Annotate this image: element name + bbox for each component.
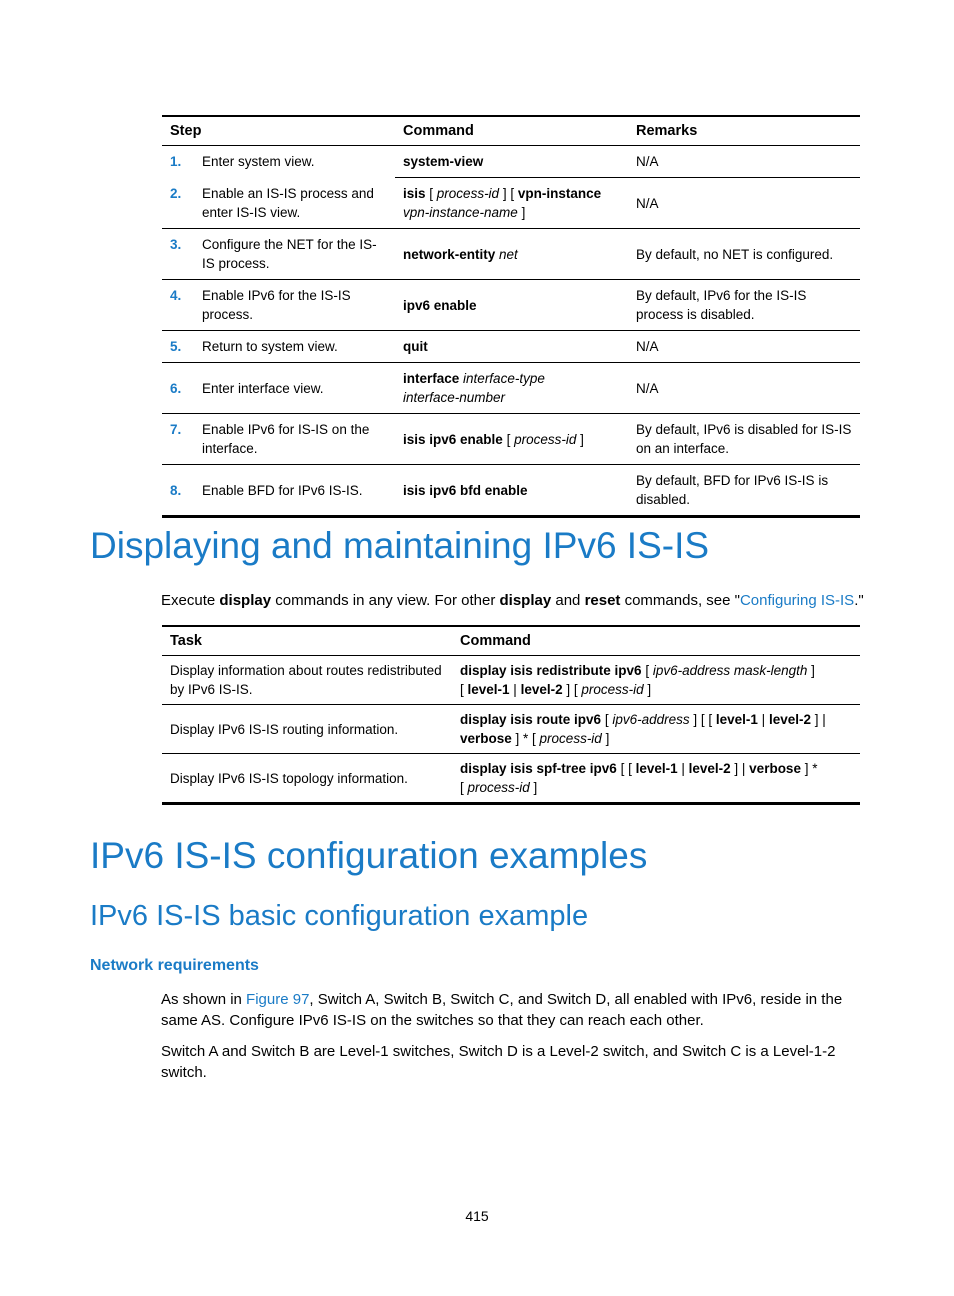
step-text: Enter system view.	[202, 154, 315, 169]
table-row	[162, 754, 860, 804]
command-text: ] *	[800, 761, 818, 776]
step-text: Enable an IS-IS process and enter IS-IS view.	[202, 185, 374, 220]
display-intro-paragraph	[161, 590, 866, 611]
header-task: Task	[162, 626, 452, 656]
step-number: 1.	[170, 154, 182, 169]
command-keyword: verbose	[460, 731, 512, 746]
remarks-cell: By default, BFD for IPv6 IS-IS is disabled.	[628, 465, 860, 517]
command-cell	[395, 229, 628, 280]
command-cell	[395, 178, 628, 229]
step-text: Enable BFD for IPv6 IS-IS.	[202, 482, 363, 498]
intro-text: Execute	[161, 592, 220, 609]
command-keyword: display isis redistribute ipv6	[460, 663, 642, 678]
intro-keyword: display	[499, 592, 552, 609]
step-text: Enable IPv6 for IS-IS on the interface.	[202, 422, 370, 456]
task-table-header	[162, 626, 860, 656]
remarks-cell: N/A	[628, 331, 860, 363]
remarks-cell: By default, no NET is configured.	[628, 229, 860, 280]
section-heading-display: Displaying and maintaining IPv6 IS-IS	[90, 525, 710, 566]
intro-keyword: reset	[584, 592, 621, 609]
command-arg: ipv6-address mask-length	[652, 663, 808, 678]
command-cell	[395, 280, 628, 331]
command-text: [	[460, 682, 468, 697]
step-number: 6.	[170, 380, 182, 396]
step-cell	[162, 465, 395, 517]
command-keyword: interface	[403, 371, 460, 386]
table-row	[162, 705, 860, 754]
requirements-paragraph-2: Switch A and Switch B are Level-1 switches, Switch D is a Level-2 switch, and Switch C is a Level-1-2 switch.	[161, 1043, 836, 1081]
table-row	[162, 280, 860, 331]
command-text: ]	[576, 431, 584, 447]
step-cell	[162, 280, 395, 331]
step-text: Configure the NET for the IS-IS process.	[202, 237, 377, 271]
command-cell	[452, 754, 860, 804]
task-cell: Display information about routes redistributed by IPv6 IS-IS.	[162, 656, 452, 705]
intro-keyword: display	[219, 592, 272, 609]
command-arg: interface-type	[463, 371, 545, 386]
command-cell	[395, 363, 628, 414]
command-text: ]	[517, 205, 526, 220]
command-arg: ipv6-address	[612, 712, 690, 727]
remarks-cell: N/A	[628, 363, 860, 414]
command-text: |	[757, 712, 769, 727]
task-cell: Display IPv6 IS-IS routing information.	[162, 705, 452, 754]
command-text: ] [ [	[689, 712, 716, 727]
command-keyword: isis ipv6 enable	[403, 431, 503, 447]
remarks-cell: By default, IPv6 is disabled for IS-IS on an interface.	[628, 414, 860, 465]
command-cell	[395, 414, 628, 465]
configuring-isis-link[interactable]: Configuring IS-IS	[739, 592, 855, 609]
command-text: ] |	[810, 712, 826, 727]
remarks-cell: N/A	[628, 146, 860, 178]
command-keyword: quit	[403, 339, 428, 354]
command-arg: interface-number	[403, 390, 506, 405]
step-text: Enable IPv6 for the IS-IS process.	[202, 288, 351, 322]
command-cell	[452, 656, 860, 705]
command-keyword: isis	[403, 186, 426, 201]
command-text: [	[460, 780, 468, 795]
command-cell	[395, 331, 628, 363]
step-number: 5.	[170, 339, 182, 354]
step-number: 2.	[170, 185, 182, 201]
command-text: ] [	[499, 186, 518, 201]
command-keyword: level-1	[635, 761, 678, 776]
table-row	[162, 656, 860, 705]
step-table	[162, 115, 860, 518]
command-keyword: level-2	[768, 712, 811, 727]
para-text: , Switch A, Switch B, Switch C, and Switch D, all enabled with IPv6, reside in the same AS. Configure IPv6 IS-IS on the switches so that they can reach each other.	[161, 991, 843, 1029]
step-table-header	[162, 116, 860, 146]
remarks-cell: By default, IPv6 for the IS-IS process is disabled.	[628, 280, 860, 331]
header-command: Command	[452, 626, 860, 656]
figure-97-link[interactable]: Figure 97	[246, 991, 310, 1008]
command-keyword: display isis route ipv6	[460, 712, 602, 727]
command-keyword: vpn-instance	[517, 186, 602, 201]
header-step: Step	[162, 116, 395, 146]
command-text: ] [	[562, 682, 582, 697]
command-text: [	[641, 663, 653, 678]
command-arg: net	[499, 246, 518, 262]
intro-text: ."	[854, 592, 864, 609]
command-text: ]	[601, 731, 610, 746]
step-number: 7.	[170, 422, 182, 437]
network-requirements-heading: Network requirements	[90, 957, 259, 974]
header-command: Command	[395, 116, 628, 146]
command-arg: process-id	[467, 780, 530, 795]
step-cell	[162, 229, 395, 280]
command-keyword: network-entity	[403, 246, 496, 262]
remarks-cell: N/A	[628, 178, 860, 229]
command-arg: process-id	[436, 186, 500, 201]
table-row	[162, 465, 860, 517]
step-number: 4.	[170, 288, 182, 303]
command-keyword: isis ipv6 bfd enable	[403, 482, 528, 498]
header-remarks: Remarks	[628, 116, 860, 146]
table-row	[162, 229, 860, 280]
step-text: Enter interface view.	[202, 380, 324, 396]
requirements-paragraph-1	[161, 989, 866, 1031]
command-arg: process-id	[539, 731, 602, 746]
intro-text: commands, see "	[620, 592, 740, 609]
command-keyword: level-1	[467, 682, 510, 697]
command-text: ]	[807, 663, 815, 678]
task-cell: Display IPv6 IS-IS topology information.	[162, 754, 452, 804]
intro-text: commands in any view. For other	[271, 592, 500, 609]
command-cell	[452, 705, 860, 754]
step-cell	[162, 178, 395, 229]
command-cell	[395, 146, 628, 178]
command-keyword: ipv6 enable	[403, 297, 477, 313]
command-arg: process-id	[581, 682, 644, 697]
command-text: [	[502, 431, 515, 447]
command-cell	[395, 465, 628, 517]
command-keyword: level-2	[688, 761, 731, 776]
command-text: ]	[529, 780, 538, 795]
task-table	[162, 625, 860, 805]
table-row	[162, 178, 860, 229]
command-keyword: level-1	[715, 712, 758, 727]
command-text: [	[601, 712, 613, 727]
command-arg: vpn-instance-name	[403, 205, 518, 220]
section-heading-examples: IPv6 IS-IS configuration examples	[90, 835, 648, 876]
command-keyword: display isis spf-tree ipv6	[460, 761, 617, 776]
command-text: |	[509, 682, 521, 697]
command-text: [	[425, 186, 437, 201]
command-text: ] * [	[511, 731, 540, 746]
command-keyword: level-2	[520, 682, 563, 697]
table-row	[162, 146, 860, 178]
step-number: 3.	[170, 237, 182, 252]
command-text: ] |	[730, 761, 750, 776]
command-text: [ [	[616, 761, 636, 776]
command-text: |	[677, 761, 689, 776]
intro-text: and	[551, 592, 585, 609]
table-row	[162, 414, 860, 465]
step-cell	[162, 414, 395, 465]
step-text: Return to system view.	[202, 339, 338, 354]
step-cell	[162, 331, 395, 363]
command-arg: process-id	[514, 431, 577, 447]
command-keyword: system-view	[403, 154, 484, 169]
para-text: As shown in	[161, 991, 247, 1008]
step-cell	[162, 363, 395, 414]
page-number: 415	[465, 1208, 489, 1224]
table-row	[162, 363, 860, 414]
step-number: 8.	[170, 482, 182, 498]
command-keyword: verbose	[749, 761, 801, 776]
table-row	[162, 331, 860, 363]
step-cell	[162, 146, 395, 177]
subsection-heading-basic-example: IPv6 IS-IS basic configuration example	[90, 900, 589, 932]
command-text: ]	[643, 682, 652, 697]
